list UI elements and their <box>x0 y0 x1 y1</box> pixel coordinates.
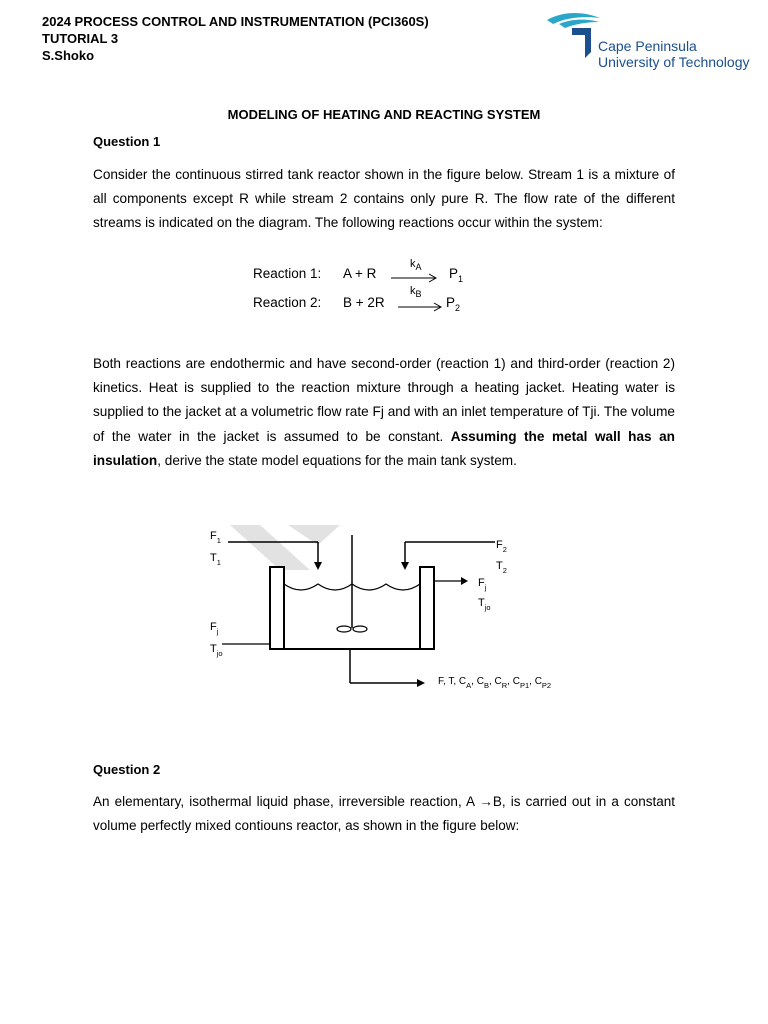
product-outlet-label: F, T, $C_A$, $C_B$, $C_R$, $C_{P1}$, $C_{P2}$ <box>438 676 552 690</box>
logo-text <box>598 38 749 70</box>
rate-constant: $k_A$ <box>410 258 422 272</box>
reaction-reactants: A + R <box>343 266 377 281</box>
page-title: MODELING OF HEATING AND REACTING SYSTEM <box>227 107 541 122</box>
tutorial-number: TUTORIAL 3 <box>42 31 119 46</box>
jacket-inlet-flow-label: $F_j$ <box>210 621 219 636</box>
reactor-drawing <box>200 520 580 700</box>
bold-assumption: Assuming the metal wall has an insulation <box>93 428 675 468</box>
reaction-label: Reaction 1: <box>253 266 322 281</box>
jacket-outlet-flow-label: $F_j$ <box>478 577 487 592</box>
reaction-equations <box>253 258 483 322</box>
logo-line-1: Cape Peninsula <box>598 38 697 54</box>
reaction-product: $P_1$ <box>449 266 464 284</box>
jacket-inlet-temp-label: $T_{jo}$ <box>210 643 223 658</box>
course-title: 2024 PROCESS CONTROL AND INSTRUMENTATION (PCI360S) <box>42 14 429 29</box>
logo-line-2: University of Technology <box>598 54 750 70</box>
question-1-heading: Question 1 <box>93 134 161 149</box>
stream-1-flow-label: $F_1$ <box>210 530 221 545</box>
author-name: S.Shoko <box>42 48 95 63</box>
stream-1-temp-label: $T_1$ <box>210 552 221 567</box>
university-logo <box>545 8 760 74</box>
question-1-description: Both reactions are endothermic and have second-order (reaction 1) and third-order (reaction 2) kinetics. Heat is supplied to the reaction mixture through a heating jacket. Heating water is supplied to the jacket at a volumetric flow rate Fj and with an inlet temperature of Tji. The volume of the water in the jacket is assumed to be constant. Assuming the metal wall has an insulation, derive the state model equations for the main tank system. <box>93 356 675 468</box>
reaction-arrow-icon <box>398 298 446 312</box>
reaction-reactants: B + 2R <box>343 295 385 310</box>
question-1-intro: Consider the continuous stirred tank reactor shown in the figure below. Stream 1 is a mixture of all components except R while stream 2 contains only pure R. The flow rate of the different streams is indicated on the diagram. The following reactions occur within the system: <box>93 167 675 231</box>
stream-2-flow-label: $F_2$ <box>496 539 507 554</box>
question-2-heading: Question 2 <box>93 762 161 777</box>
reaction-arrow-icon <box>391 269 439 283</box>
document-header <box>42 13 429 64</box>
jacket-outlet-temp-label: $T_{jo}$ <box>478 597 491 612</box>
reaction-product: $P_2$ <box>446 295 461 313</box>
question-2-description: An elementary, isothermal liquid phase, irreversible reaction, A →B, is carried out in a constant volume perfectly mixed contiouns reactor, as shown in the figure below: <box>93 794 675 834</box>
cstr-diagram <box>200 520 580 700</box>
stream-2-temp-label: $T_2$ <box>496 560 507 575</box>
reaction-label: Reaction 2: <box>253 295 322 310</box>
rate-constant: $k_B$ <box>410 285 422 299</box>
